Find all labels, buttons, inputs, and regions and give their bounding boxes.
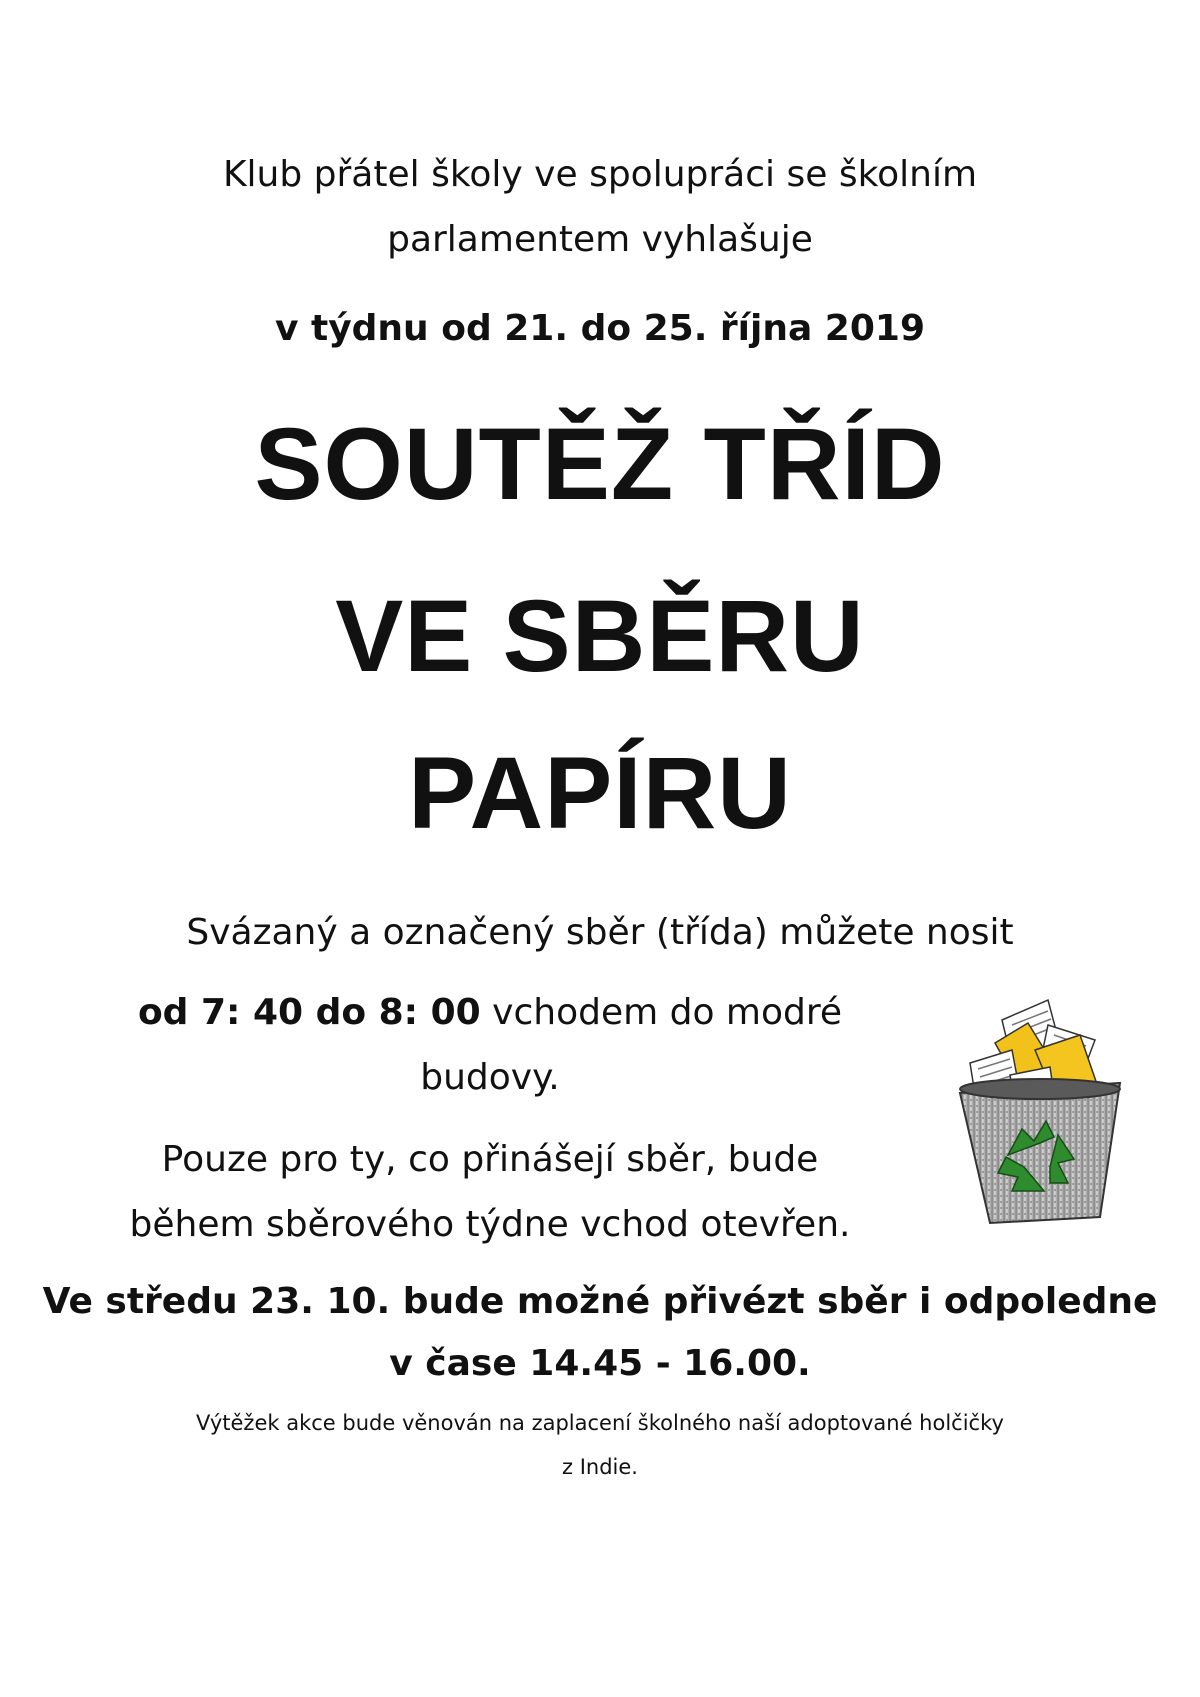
intro-line-2: parlamentem vyhlašuje [387,219,813,260]
date-line: v týdnu od 21. do 25. října 2019 [274,308,925,349]
details-line-2 [110,992,870,1033]
recycle-bin-icon [950,995,1130,1225]
details-line-4: Pouze pro ty, co přinášejí sběr, bude [161,1139,819,1180]
intro-line-1: Klub přátel školy ve spolupráci se školním [222,154,978,195]
afternoon-line-2: v čase 14.45 - 16.00. [389,1343,811,1384]
details-line-5: během sběrového týdne vchod otevřen. [129,1204,851,1245]
entrance-text: vchodem do modré [480,992,843,1033]
headline-line-2: VE SBĚRU [335,579,865,693]
note-line-1: Výtěžek akce bude věnován na zaplacení školného naší adoptované holčičky [196,1411,1004,1435]
headline-line-3: PAPÍRU [408,736,792,850]
headline-line-1: SOUTĚŽ TŘÍD [254,407,946,521]
afternoon-line-1: Ve středu 23. 10. bude možné přivézt sběr i odpoledne [42,1281,1158,1322]
note-line-2: z Indie. [562,1455,638,1479]
details-line-3: budovy. [420,1057,560,1098]
details-line-1: Svázaný a označený sběr (třída) můžete nosit [186,912,1014,953]
collection-time: od 7: 40 do 8: 00 [137,992,481,1033]
